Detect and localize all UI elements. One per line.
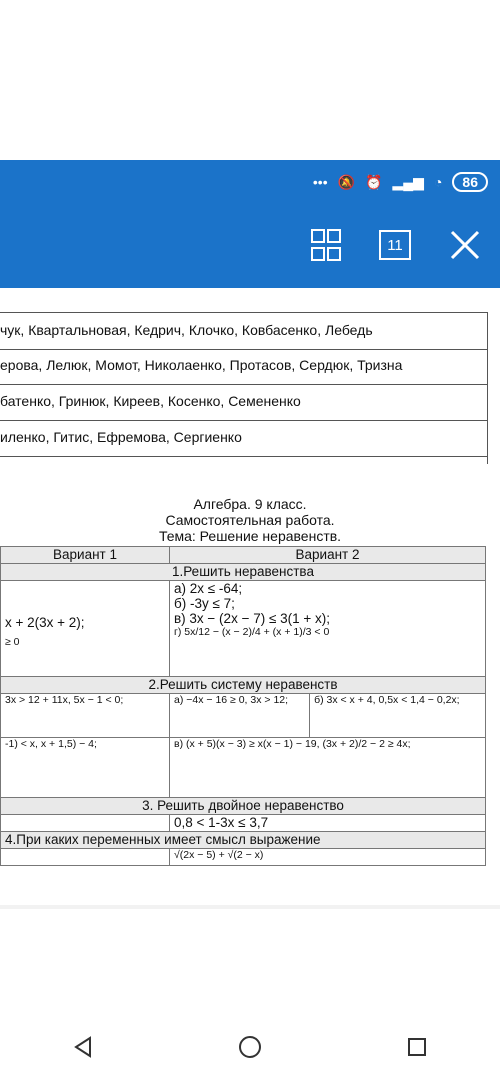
status-dots: ••• <box>312 174 328 190</box>
status-bar <box>313 172 488 192</box>
close-button[interactable] <box>448 228 482 262</box>
recents-icon <box>406 1036 428 1058</box>
task-4-title: 4.При каких переменных имеет смысл выражение <box>1 832 486 849</box>
table-row <box>1 677 486 694</box>
task-2-title: 2.Решить систему неравенств <box>1 677 486 694</box>
top-blank-area <box>0 0 500 160</box>
assignment-table <box>0 546 486 866</box>
name-row: батенко, Гринюк, Киреев, Косенко, Семененко <box>0 384 488 421</box>
table-row <box>1 581 486 677</box>
task-2-v2-item-a: а) −4x − 16 ≥ 0, 3x > 12; <box>170 694 310 738</box>
table-row <box>1 798 486 815</box>
grid-icon <box>311 229 339 261</box>
home-icon <box>238 1035 262 1059</box>
task-1-variant-1 <box>1 581 170 677</box>
alarm-icon: ⏰ <box>365 173 383 190</box>
recents-button[interactable] <box>397 1027 437 1067</box>
task-1-v2-item-a: а) 2x ≤ -64; <box>174 581 243 596</box>
home-button[interactable] <box>230 1027 270 1067</box>
table-row <box>1 849 486 866</box>
task-4-expression: √(2x − 5) + √(2 − x) <box>170 849 486 866</box>
task-1-v1-item-c: x + 2(3x + 2); <box>5 615 85 630</box>
back-icon <box>72 1036 94 1058</box>
task-1-v2-item-d: г) 5x/12 − (x − 2)/4 + (x + 1)/3 < 0 <box>174 626 330 638</box>
navigation-bar <box>0 1010 500 1083</box>
close-icon <box>450 230 480 260</box>
variant-2-header: Вариант 2 <box>170 547 486 564</box>
name-row: иленко, Гитис, Ефремова, Сергиенко <box>0 420 488 457</box>
back-button[interactable] <box>63 1027 103 1067</box>
task-1-v2-item-b: б) -3y ≤ 7; <box>174 596 235 611</box>
task-1-title: 1.Решить неравенства <box>1 564 486 581</box>
doc-title-3: Тема: Решение неравенств. <box>158 528 342 544</box>
table-row <box>1 564 486 581</box>
task-3-inequality: 0,8 < 1-3x ≤ 3,7 <box>170 815 486 832</box>
grid-view-button[interactable] <box>308 228 342 262</box>
doc-title-2: Самостоятельная работа. <box>165 512 335 528</box>
page-edge <box>0 905 500 909</box>
signal-icon: ▂▄▆ <box>392 173 424 190</box>
page-count: 11 <box>379 230 411 260</box>
battery-indicator: 86 <box>452 172 488 192</box>
task-2-v1-item-b: -1) < x, x + 1,5) − 4; <box>1 738 170 798</box>
page-count-button[interactable] <box>378 228 412 262</box>
table-row <box>1 694 486 738</box>
task-1-variant-2 <box>170 581 486 677</box>
wifi-icon: ◔ <box>433 174 443 190</box>
alarm-off-icon: 🔕 <box>337 173 356 190</box>
task-2-v2-item-b: б) 3x < x + 4, 0,5x < 1,4 − 0,2x; <box>310 694 486 738</box>
task-1-v1-item-d: ≥ 0 <box>5 636 20 648</box>
table-row <box>1 547 486 564</box>
viewer-toolbar <box>308 228 482 262</box>
name-row: ерова, Лелюк, Момот, Николаенко, Протасов, Сердюк, Тризна <box>0 348 488 385</box>
task-2-v2-item-c: в) (x + 5)(x − 3) ≥ x(x − 1) − 19, (3x + 2)/2 − 2 ≥ 4x; <box>170 738 486 798</box>
name-row: чук, Квартальновая, Кедрич, Клочко, Ковбасенко, Лебедь <box>0 312 488 350</box>
table-row <box>1 815 486 832</box>
task-2-v1-item-a: 3x > 12 + 11x, 5x − 1 < 0; <box>1 694 170 738</box>
variant-1-header: Вариант 1 <box>1 547 170 564</box>
table-row <box>1 832 486 849</box>
doc-title-1: Алгебра. 9 класс. <box>193 496 307 512</box>
task-3-title: 3. Решить двойное неравенство <box>1 798 486 815</box>
task-1-v2-item-c: в) 3x − (2x − 7) ≤ 3(1 + x); <box>174 611 331 626</box>
table-row <box>1 738 486 798</box>
